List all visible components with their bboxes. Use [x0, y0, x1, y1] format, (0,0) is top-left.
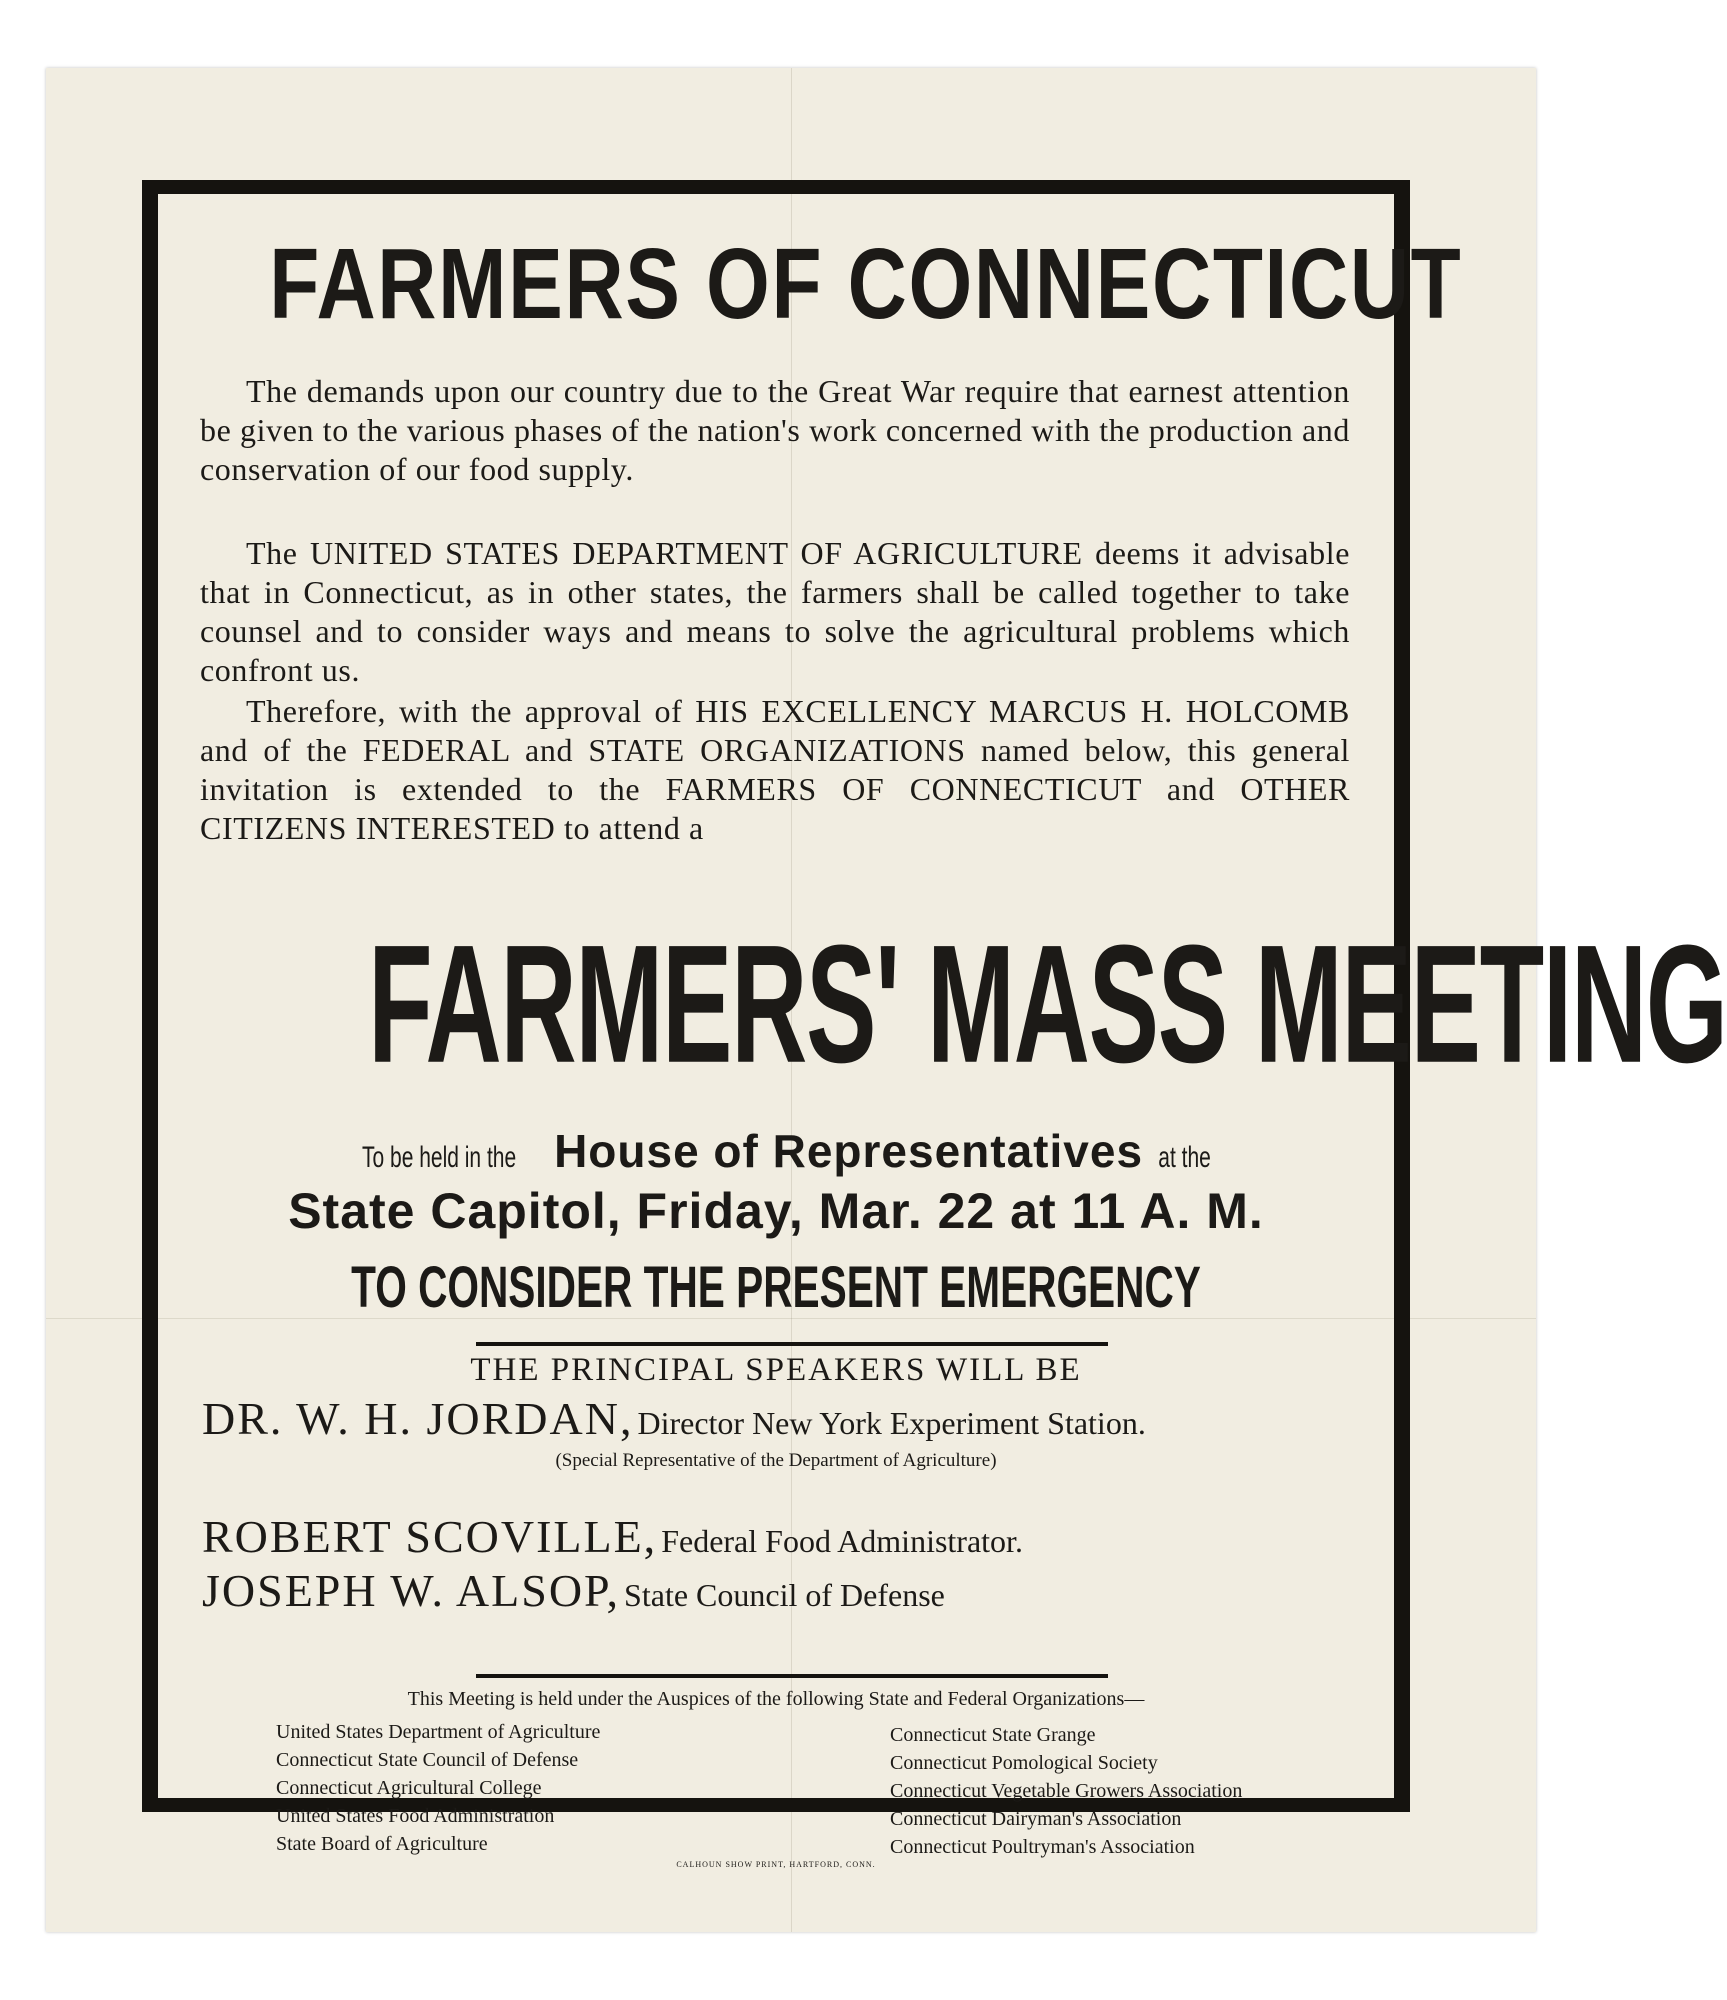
- venue-place: House of Representatives: [554, 1125, 1144, 1177]
- speaker-note: (Special Representative of the Department of Agriculture): [555, 1450, 997, 1471]
- organizations-left: [276, 1718, 600, 1858]
- organization-item: Connecticut Dairyman's Association: [890, 1808, 1182, 1830]
- meeting-heading: FARMERS' MASS MEETING: [368, 909, 1727, 1098]
- poster-paper: [46, 68, 1727, 1932]
- date-time-line: State Capitol, Friday, Mar. 22 at 11 A. M.: [288, 1183, 1264, 1239]
- organization-item: Connecticut Agricultural College: [276, 1777, 542, 1799]
- organization-item: Connecticut Vegetable Growers Association: [890, 1780, 1243, 1802]
- intro-paragraph-2: The UNITED STATES DEPARTMENT OF AGRICULTURE deems it advisable that in Connecticut, as in other states, the farmers shall be called together to take counsel and to consider ways and means to solve the agricultural problems which confront us.: [200, 535, 1350, 688]
- speaker-name: DR. W. H. JORDAN,: [202, 1393, 634, 1444]
- organization-item: Connecticut State Council of Defense: [276, 1749, 579, 1771]
- speaker-scoville: [202, 1510, 1023, 1563]
- venue-line: [158, 1124, 1394, 1178]
- venue-prefix: To be held in the: [362, 1141, 517, 1174]
- printer-imprint: CALHOUN SHOW PRINT, HARTFORD, CONN.: [676, 1860, 876, 1869]
- speaker-role: State Council of Defense: [624, 1577, 945, 1613]
- venue-suffix: at the: [1158, 1141, 1212, 1174]
- speaker-name: JOSEPH W. ALSOP,: [202, 1565, 621, 1616]
- organization-item: Connecticut Pomological Society: [890, 1752, 1158, 1774]
- speakers-heading: THE PRINCIPAL SPEAKERS WILL BE: [470, 1352, 1082, 1388]
- speaker-role: Director New York Experiment Station.: [637, 1405, 1146, 1441]
- auspices-line: This Meeting is held under the Auspices of the following State and Federal Organizations—: [407, 1688, 1145, 1710]
- organization-item: State Board of Agriculture: [276, 1833, 488, 1855]
- intro-paragraph-1: The demands upon our country due to the Great War require that earnest attention be given to the various phases of the nation's work concerned with the production and conservation of our food supply.: [200, 373, 1350, 487]
- organizations-right: [890, 1721, 1242, 1861]
- organization-item: United States Food Administration: [276, 1805, 555, 1827]
- purpose-line: TO CONSIDER THE PRESENT EMERGENCY: [351, 1255, 1201, 1320]
- organization-item: Connecticut State Grange: [890, 1724, 1096, 1746]
- divider-rule: [476, 1342, 1108, 1346]
- speaker-jordan: [202, 1392, 1146, 1445]
- speaker-alsop: [202, 1564, 945, 1617]
- intro-paragraph-3: Therefore, with the approval of HIS EXCELLENCY MARCUS H. HOLCOMB and of the FEDERAL and STATE ORGANIZATIONS named below, this general invitation is extended to the FARMERS OF CONNECTICUT and OTHER CITIZENS INTERESTED to attend a: [200, 693, 1350, 846]
- organization-item: Connecticut Poultryman's Association: [890, 1836, 1195, 1858]
- divider-rule: [476, 1674, 1108, 1678]
- organization-item: United States Department of Agriculture: [276, 1721, 601, 1743]
- poster-border: [142, 180, 1727, 1869]
- speaker-role: Federal Food Administrator.: [661, 1523, 1023, 1559]
- speaker-name: ROBERT SCOVILLE,: [202, 1511, 658, 1562]
- poster-title: FARMERS OF CONNECTICUT: [269, 228, 1463, 340]
